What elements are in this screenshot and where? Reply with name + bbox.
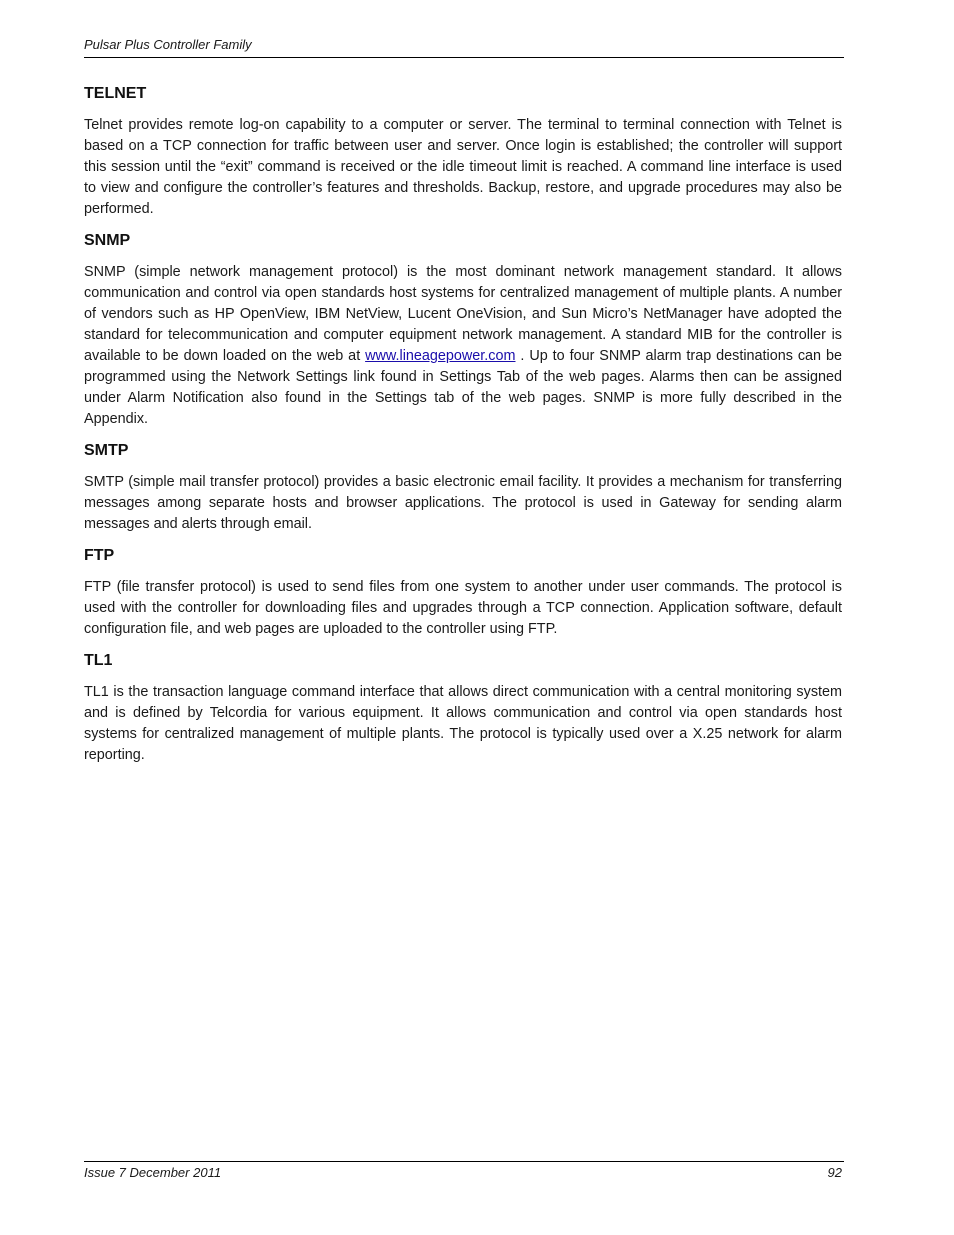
section-ftp	[84, 545, 842, 640]
section-snmp	[84, 230, 842, 430]
section-smtp	[84, 440, 842, 535]
section-heading: SNMP	[84, 232, 131, 249]
lineagepower-link[interactable]: www.lineagepower.com	[365, 348, 516, 364]
page-header	[84, 36, 844, 58]
section-paragraph: TL1 is the transaction language command interface that allows direct communication with a central monitoring system and is defined by Telcordia for various equipment. It allows communication and control via open standards host systems for centralized management of multiple plants. The protocol is typically used over a X.25 network for alarm reporting.	[84, 684, 842, 763]
paragraph-text: . Up to four SNMP alarm trap destinations can be programmed using the Network Settings link found in Settings Tab of the web pages. Alarms then can be assigned under Alarm Notification also found in the Settings tab of the web pages. SNMP is more fully described in the Appendix.	[84, 348, 842, 427]
section-paragraph: FTP (file transfer protocol) is used to send files from one system to another under user commands. The protocol is used with the controller for downloading files and upgrades through a TCP connection. Application software, default configuration file, and web pages are uploaded to the controller using FTP.	[84, 579, 842, 637]
section-paragraph: SMTP (simple mail transfer protocol) provides a basic electronic email facility. It provides a mechanism for transferring messages among separate hosts and browser applications. The protocol is used in Gateway for sending alarm messages and alerts through email.	[84, 474, 842, 532]
section-heading: FTP	[84, 547, 115, 564]
section-paragraph	[84, 262, 842, 430]
section-heading: SMTP	[84, 442, 129, 459]
section-heading: TELNET	[84, 85, 147, 102]
page-body	[84, 83, 842, 776]
document-title: Pulsar Plus Controller Family	[84, 37, 252, 52]
section-tl1	[84, 650, 842, 766]
page-number: 92	[827, 1165, 842, 1180]
page-footer	[84, 1161, 844, 1182]
section-telnet	[84, 83, 842, 220]
section-heading: TL1	[84, 652, 113, 669]
paragraph-text: SNMP (simple network management protocol) is the most dominant network management standard. It allows communication and control via open standards host systems for centralized management of multiple plants. A number of vendors such as HP OpenView, IBM NetView, Lucent OneVision, and Sun Micro’s NetManager have adopted the standard for telecommunication and computer equipment network management. A standard MIB for the controller is available to be down loaded on the web at	[84, 264, 842, 364]
issue-date: Issue 7 December 2011	[84, 1165, 222, 1180]
section-paragraph: Telnet provides remote log-on capability to a computer or server. The terminal to terminal connection with Telnet is based on a TCP connection for traffic between user and server. Once login is established; the controller will support this session until the “exit” command is received or the idle timeout limit is reached. A command line interface is used to view and configure the controller’s features and thresholds. Backup, restore, and upgrade procedures may also be performed.	[84, 117, 842, 217]
